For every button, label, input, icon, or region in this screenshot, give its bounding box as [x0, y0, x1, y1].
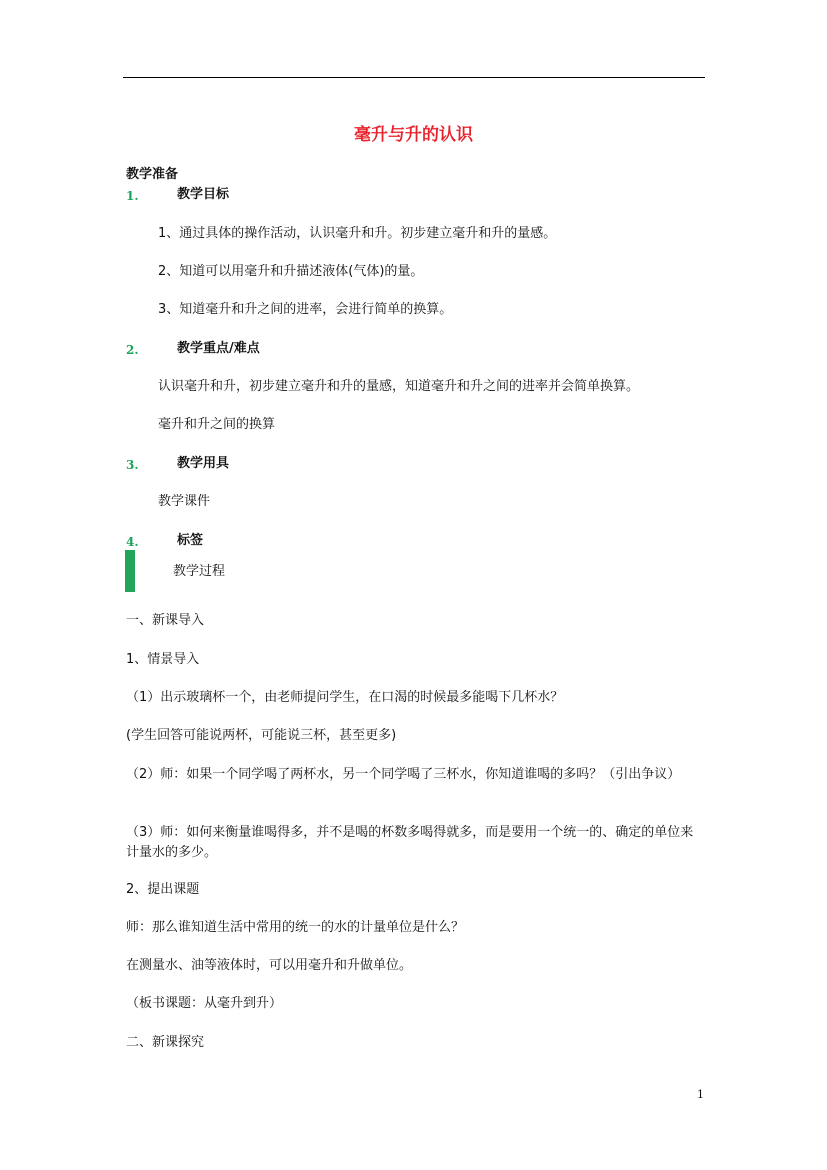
- tag-marker-bar: [125, 550, 135, 592]
- keypoint-item-2: 毫升和升之间的换算: [158, 417, 276, 432]
- section-2-number: 2.: [126, 343, 139, 357]
- body-paragraph-7: 2、提出课题: [126, 882, 200, 897]
- body-paragraph-6: （3）师：如何来衡量谁喝得多，并不是喝的杯数多喝得就多，而是要用一个统一的、确定的单位来计量水的多少。: [126, 825, 694, 860]
- keypoint-item-1: 认识毫升和升，初步建立毫升和升的量感，知道毫升和升之间的进率并会简单换算。: [158, 379, 640, 394]
- page-title: 毫升与升的认识: [354, 125, 473, 145]
- section-3-number: 3.: [126, 458, 139, 472]
- header-rule: [123, 77, 705, 78]
- section-1-title: 教学目标: [177, 187, 230, 202]
- section-4-number: 4.: [126, 535, 139, 549]
- tag-item-1: 教学过程: [173, 564, 226, 579]
- body-paragraph-5: （2）师：如果一个同学喝了两杯水，另一个同学喝了三杯水，你知道谁喝的多吗？（引出争议）: [126, 767, 681, 782]
- body-paragraph-11: 二、新课探究: [126, 1035, 205, 1050]
- section-1-number: 1.: [126, 189, 139, 203]
- section-2-title: 教学重点/难点: [177, 341, 260, 356]
- body-paragraph-2: 1、情景导入: [126, 652, 200, 667]
- body-paragraph-3: （1）出示玻璃杯一个，由老师提问学生，在口渴的时候最多能喝下几杯水？: [126, 690, 564, 705]
- body-paragraph-4: (学生回答可能说两杯，可能说三杯，甚至更多): [126, 728, 397, 743]
- goal-item-3: 3、知道毫升和升之间的进率，会进行简单的换算。: [158, 302, 453, 317]
- body-paragraph-8: 师：那么谁知道生活中常用的统一的水的计量单位是什么？: [126, 920, 465, 935]
- goal-item-1: 1、通过具体的操作活动，认识毫升和升。初步建立毫升和升的量感。: [158, 226, 557, 241]
- page-number: 1: [697, 1088, 704, 1101]
- goal-item-2: 2、知道可以用毫升和升描述液体(气体)的量。: [158, 264, 424, 279]
- tools-item-1: 教学课件: [158, 494, 211, 509]
- section-4-title: 标签: [177, 533, 204, 548]
- prep-heading: 教学准备: [126, 167, 179, 182]
- section-3-title: 教学用具: [177, 456, 230, 471]
- body-paragraph-1: 一、新课导入: [126, 613, 205, 628]
- body-paragraph-9: 在测量水、油等液体时，可以用毫升和升做单位。: [126, 958, 413, 973]
- body-paragraph-10: （板书课题：从毫升到升）: [126, 996, 283, 1011]
